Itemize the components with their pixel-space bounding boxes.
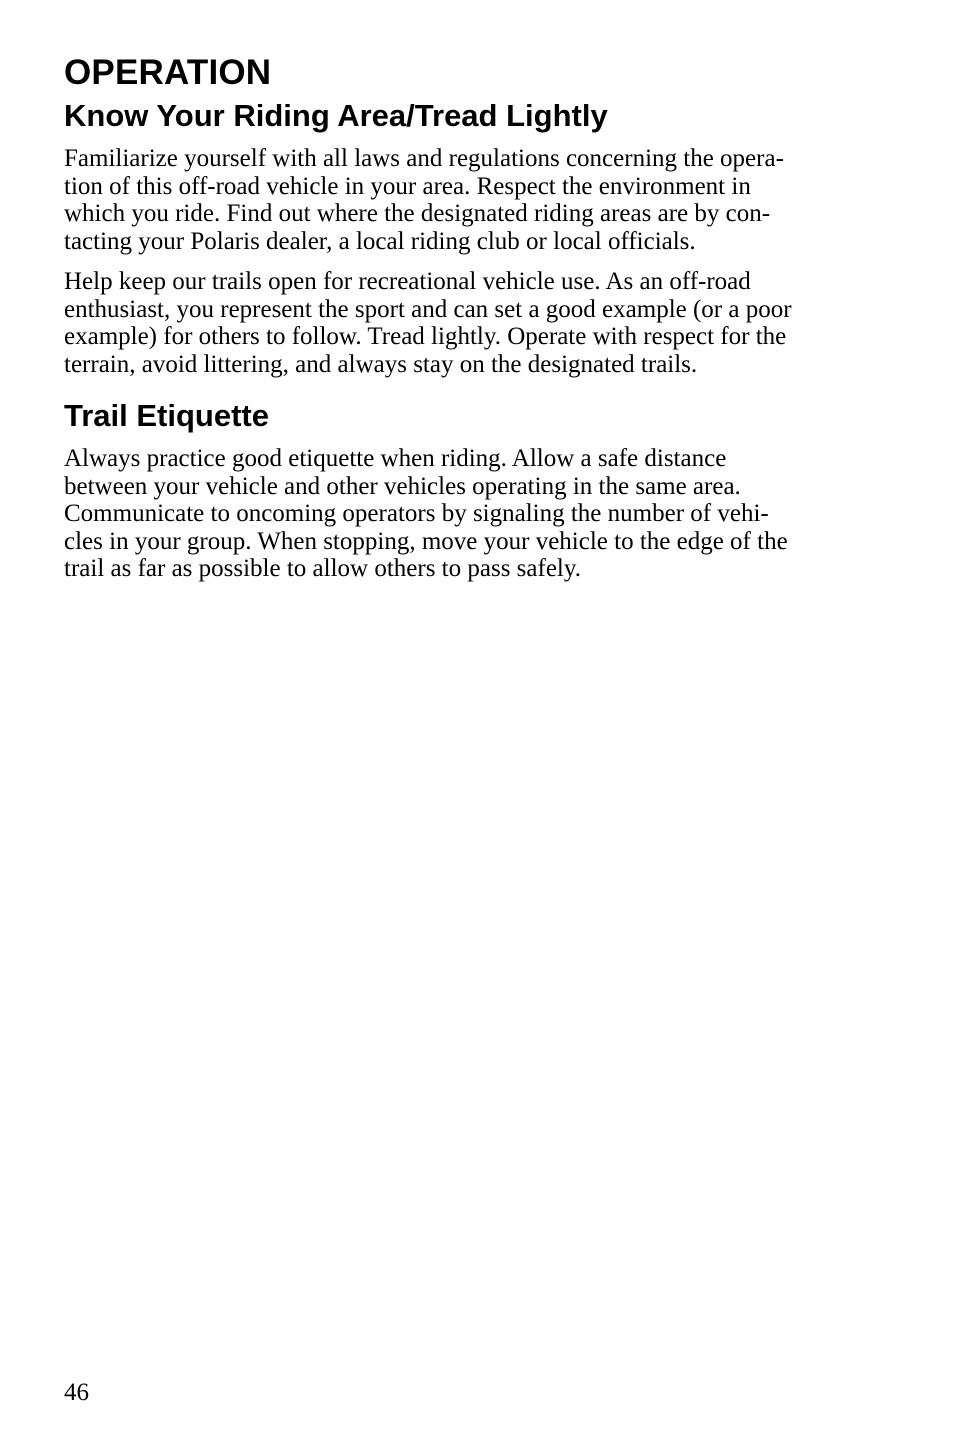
chapter-title: OPERATION <box>64 53 272 92</box>
paragraph-keep-trails-open: Help keep our trails open for recreational vehicle use. As an off-road enthusiast, you represent the sport and can set a good example (or a poor example) for others to follow. Tread lightly. Operate with respect for the terrain, avoid littering, and always stay on the designated trails. <box>64 268 792 378</box>
paragraph-trail-etiquette: Always practice good etiquette when riding. Allow a safe distance between your vehicle and other vehicles operating in the same area. Communicate to oncoming operators by signaling the number of vehi- cles in your group. When stopping, move your vehicle to the edge of the trail as far as possible to allow others to pass safely. <box>64 445 788 582</box>
section-heading-riding-area: Know Your Riding Area/Tread Lightly <box>64 98 608 133</box>
section-heading-trail-etiquette: Trail Etiquette <box>64 398 269 433</box>
page-number: 46 <box>64 1379 89 1406</box>
paragraph-know-laws: Familiarize yourself with all laws and regulations concerning the opera- tion of this off-road vehicle in your area. Respect the environment in which you ride. Find out where the designated riding areas are by con- tacting your Polaris dealer, a local riding club or local officials. <box>64 145 784 255</box>
page-content <box>64 52 864 583</box>
